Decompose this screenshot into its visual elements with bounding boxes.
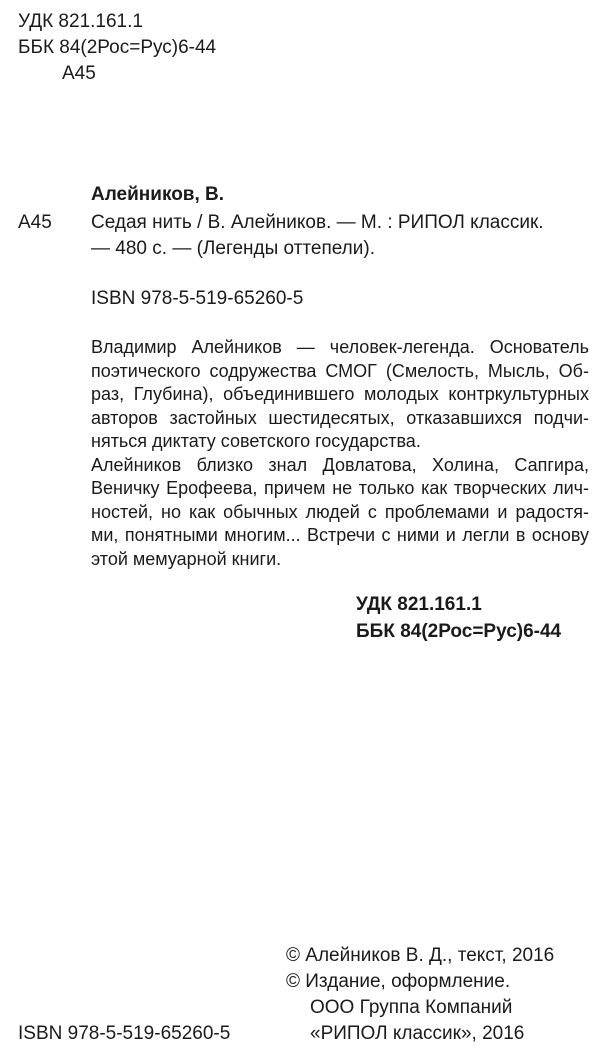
copyright-publisher: ООО Группа Компаний	[310, 997, 513, 1018]
annotation-line: Веничку Ерофеева, причем не только как творческих лич-	[91, 478, 589, 498]
copyright-publisher-name: «РИПОЛ классик», 2016	[310, 1023, 525, 1044]
copyright-text: © Алейников В. Д., текст, 2016	[286, 945, 555, 966]
annotation-line: Алейников близко знал Довлатова, Холина, Сапгира,	[91, 454, 589, 475]
header-bbk: ББК 84(2Рос=Рус)6-44	[18, 37, 217, 58]
header-author-mark: А45	[62, 63, 96, 84]
entry-author: Алейников, В.	[91, 184, 225, 205]
annotation-line: авторов застойных шестидесятых, отказавшихся подчи-	[91, 407, 589, 428]
entry-title-line: Седая нить / В. Алейников. — М. : РИПОЛ классик.	[91, 212, 544, 233]
header-udk: УДК 821.161.1	[18, 11, 143, 32]
entry-author-mark: А45	[18, 212, 52, 233]
annotation	[91, 336, 589, 571]
annotation-line: поэтического содружества СМОГ (Смелость, Мысль, Об-	[91, 360, 589, 381]
footer-isbn: ISBN 978-5-519-65260-5	[18, 1023, 231, 1044]
annotation-line: ностей, но как обычных людей с проблемами и радостя-	[91, 501, 589, 522]
annotation-line: этой мемуарной книги.	[91, 548, 282, 569]
annotation-line: раз, Глубина), объединившего молодых контркультурных	[91, 384, 589, 404]
entry-extent-line: — 480 с. — (Легенды оттепели).	[91, 238, 375, 259]
copyright-edition: © Издание, оформление.	[286, 971, 511, 992]
annotation-line: ми, понятными многим... Встречи с ними и легли в основу	[91, 525, 589, 545]
annotation-line: Владимир Алейников — человек-легенда. Основатель	[91, 337, 589, 357]
classification-udk: УДК 821.161.1	[356, 594, 482, 615]
entry-isbn: ISBN 978-5-519-65260-5	[91, 288, 304, 309]
classification-bbk: ББК 84(2Рос=Рус)6-44	[356, 621, 562, 642]
annotation-line: няться диктату советского государства.	[91, 431, 421, 451]
